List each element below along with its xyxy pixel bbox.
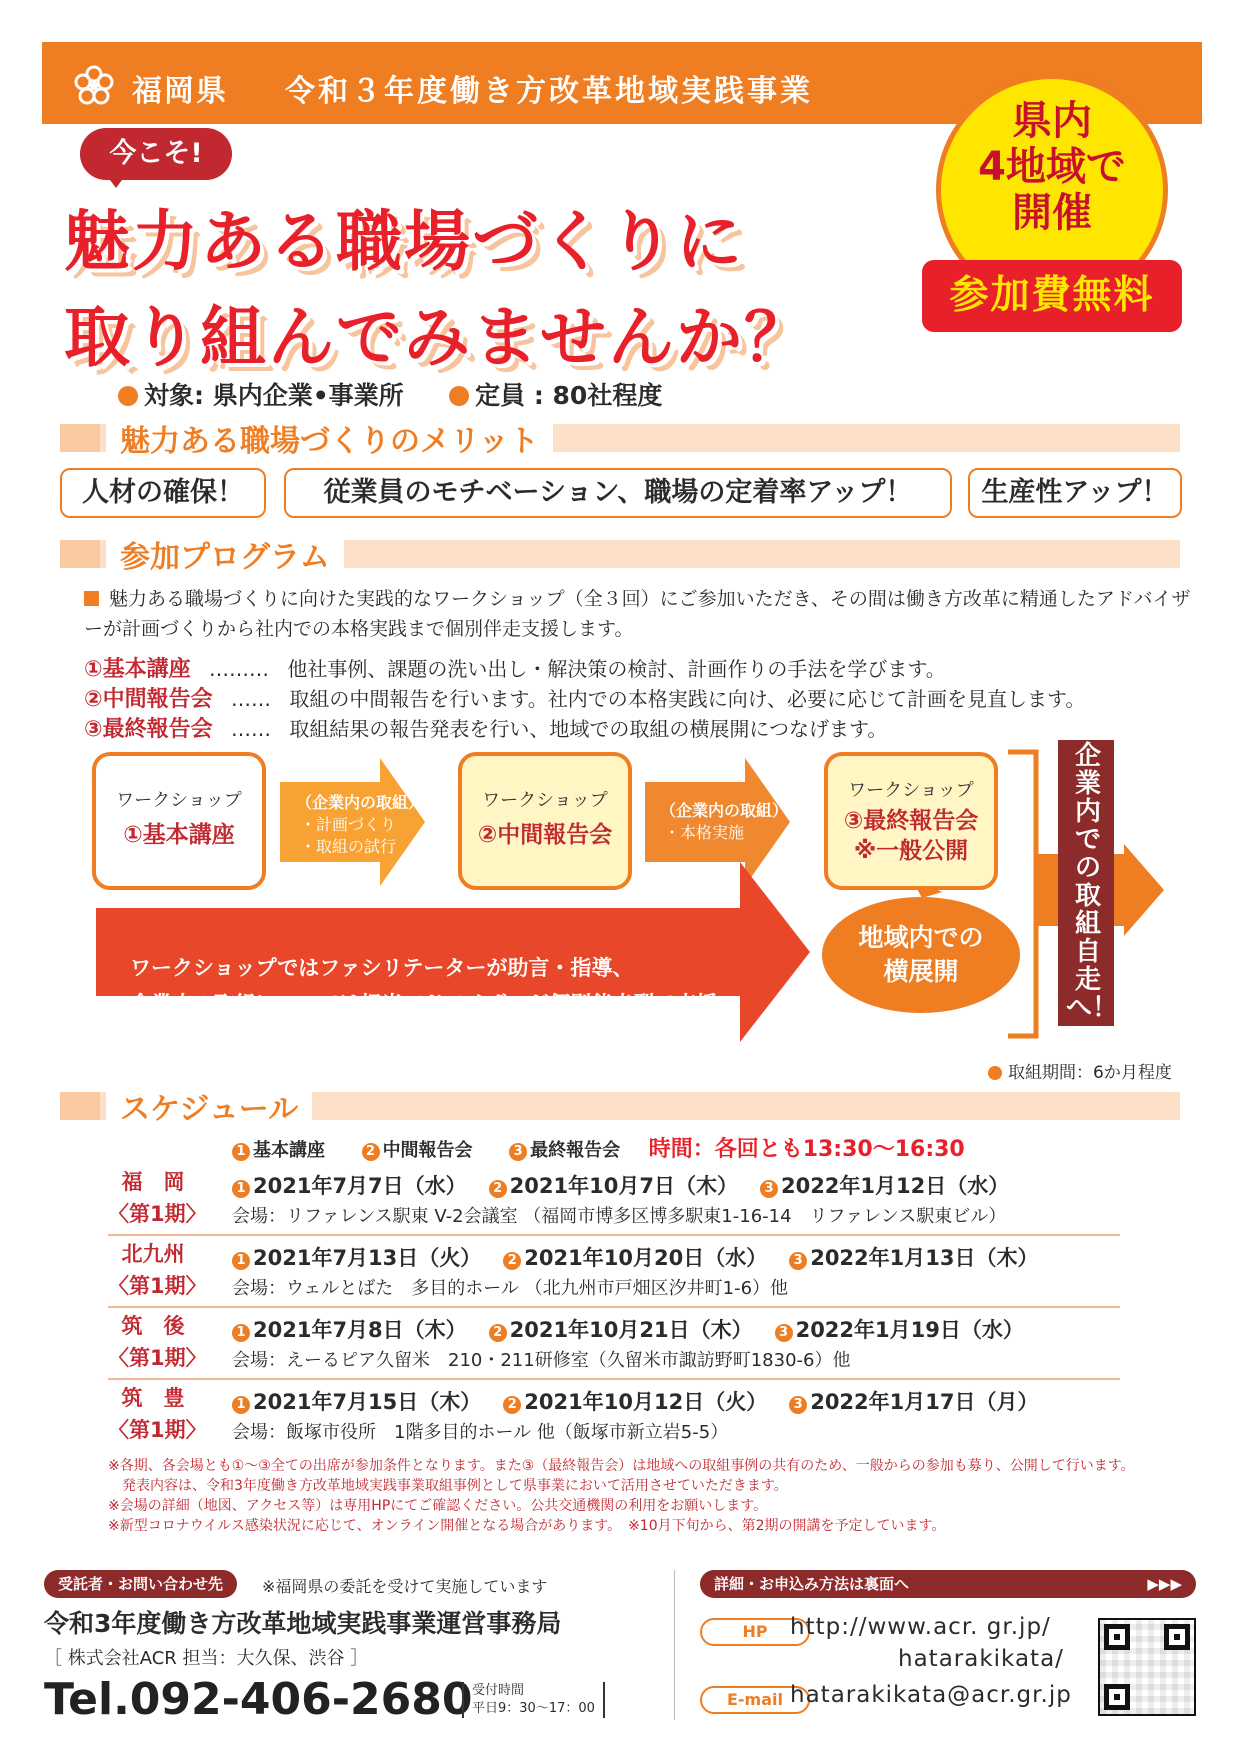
oval-line: 地域内での	[858, 923, 984, 952]
headline-line-2: 取り組んでみませんか？	[64, 299, 812, 376]
note-line: ※新型コロナウイルス感染状況に応じて、オンライン開催となる場合があります。 ※10月下旬から、第2期の開講を予定しています。	[108, 1518, 946, 1534]
arrow-title: （企業内の取組）	[660, 801, 789, 820]
badge-line: 4地域で	[978, 144, 1126, 190]
flow-arrow-2-text	[660, 800, 788, 844]
target-audience: 対象: 県内企業•事業所	[144, 381, 404, 410]
period-text: 取組期間：6か月程度	[1008, 1063, 1172, 1083]
region-name	[108, 1310, 207, 1374]
number-1-icon: 1	[232, 1180, 250, 1198]
number-1-icon: 1	[232, 1396, 250, 1414]
schedule-time: 時間：各回とも13:30〜16:30	[648, 1137, 965, 1162]
region-venue: 会場：リファレンス駅東 V-2会議室 （福岡市博多区博多駅東1-16-14 リファレンス駅東ビル）	[232, 1206, 1007, 1227]
note-line: 発表内容は、令和3年度働き方改革地域実践事業取組事例として県事業において活用させていただきます。	[108, 1478, 788, 1494]
firm-name: ［ 株式会社ACR 担当：大久保、渋谷 ］	[44, 1648, 369, 1669]
date: 2022年1月12日（水）	[780, 1174, 1010, 1198]
merits-section-title: 魅力ある職場づくりのメリット	[106, 416, 553, 460]
program-item-dots: ……	[231, 687, 271, 711]
details-text: 詳細・お申込み方法は裏面へ	[714, 1575, 910, 1593]
support-description	[130, 950, 717, 1022]
badge-line: 県内	[1012, 98, 1092, 144]
date: 2021年7月7日（水）	[253, 1174, 467, 1198]
legend-label: 基本講座	[253, 1140, 325, 1161]
bracket	[1008, 752, 1036, 1036]
workshop-title: ③最終報告会	[843, 808, 979, 834]
target-info	[118, 376, 662, 412]
date: 2021年10月21日（木）	[509, 1318, 753, 1342]
region-dates	[232, 1242, 1039, 1272]
support-line: ワークショップではファシリテーターが助言・指導、	[130, 956, 634, 980]
office-name: 令和3年度働き方改革地域実践事業運営事務局	[44, 1609, 562, 1638]
program-item-name: ①基本講座	[84, 657, 191, 682]
legend-label: 中間報告会	[382, 1140, 473, 1161]
number-2-icon: 2	[503, 1252, 521, 1270]
now-bubble: 今こそ!	[80, 128, 232, 180]
number-3-icon: 3	[789, 1396, 807, 1414]
number-2-icon: 2	[489, 1324, 507, 1342]
project-name: 令和３年度働き方改革地域実践事業	[285, 74, 813, 109]
region-term: 〈第1期〉	[108, 1202, 207, 1226]
date: 2022年1月13日（木）	[810, 1246, 1039, 1270]
workshop-3-box	[824, 752, 998, 890]
badge-line: 開催	[1012, 190, 1092, 236]
number-3-icon: 3	[775, 1324, 793, 1342]
schedule-legend	[232, 1132, 965, 1163]
region-name	[108, 1382, 207, 1446]
number-3-icon: 3	[789, 1252, 807, 1270]
fukuoka-prefecture-logo-icon	[72, 64, 116, 108]
commission-note: ※福岡県の委託を受けて実施しています	[262, 1577, 548, 1596]
bullet-dot-icon	[449, 386, 469, 406]
qr-code-icon[interactable]	[1098, 1618, 1196, 1716]
program-item-desc: 他社事例、課題の洗い出し・解決策の検討、計画作りの手法を学びます。	[287, 657, 946, 681]
region-label: 筑 豊	[121, 1386, 185, 1410]
merit-item: 人材の確保！	[60, 468, 266, 518]
region-dates	[232, 1314, 1024, 1344]
details-tag	[700, 1570, 1196, 1598]
number-3-icon: 3	[509, 1143, 527, 1161]
region-label: 北九州	[121, 1242, 185, 1266]
square-bullet-icon	[84, 591, 99, 606]
workshop-title: ②中間報告会	[477, 822, 613, 848]
number-2-icon: 2	[503, 1396, 521, 1414]
workshop-label: ワークショップ	[116, 790, 242, 811]
schedule-section-title: スケジュール	[106, 1084, 312, 1128]
note-line: ※各期、各会場とも①〜③全ての出席が参加条件となります。また③（最終報告会）は地域への取組事例の共有のため、一般からの参加も募り、公開して行います。	[108, 1458, 1135, 1474]
regional-expansion-oval	[822, 897, 1020, 1013]
prefecture-name: 福岡県	[132, 74, 228, 109]
region-label: 筑 後	[121, 1314, 185, 1338]
region-term: 〈第1期〉	[108, 1418, 207, 1442]
program-item-desc: 取組の中間報告を行います。社内での本格実践に向け、必要に応じて計画を見直します。	[289, 687, 1086, 711]
merit-item: 生産性アップ！	[968, 468, 1182, 518]
program-item-dots: ………	[209, 657, 269, 681]
hp-label: HP	[700, 1618, 810, 1646]
date: 2021年10月12日（火）	[524, 1390, 768, 1414]
period-note	[988, 1058, 1172, 1083]
hours-value: 平日9：30〜17：00	[472, 1701, 595, 1716]
footer-divider	[674, 1570, 675, 1720]
date: 2021年7月15日（木）	[253, 1390, 482, 1414]
program-item-dots: ……	[231, 717, 271, 741]
number-1-icon: 1	[232, 1324, 250, 1342]
arrow-item: ・計画づくり	[300, 815, 397, 834]
workshop-label: ワークショップ	[482, 790, 608, 811]
date: 2021年10月20日（水）	[524, 1246, 768, 1270]
program-intro-text: 魅力ある職場づくりに向けた実践的なワークショップ（全３回）にご参加いただき、その間は働き方改革に精通したアドバイザーが計画づくりから社内での本格実践まで個別伴走支援します。	[84, 588, 1191, 640]
date: 2021年10月7日（木）	[509, 1174, 738, 1198]
number-1-icon: 1	[232, 1143, 250, 1161]
hp-url-line-2[interactable]: hatarakikata/	[898, 1646, 1064, 1672]
flow-arrow-1-text	[296, 792, 424, 858]
triple-arrow-icon: ▶▶▶	[1147, 1575, 1182, 1593]
date: 2021年7月8日（木）	[253, 1318, 467, 1342]
number-2-icon: 2	[489, 1180, 507, 1198]
region-venue: 会場：えーるピア久留米 210・211研修室（久留米市諏訪野町1830-6）他	[232, 1350, 851, 1371]
schedule-divider	[108, 1234, 1120, 1236]
hours-label: 受付時間	[472, 1683, 525, 1698]
free-participation-badge: 参加費無料	[922, 260, 1182, 332]
region-venue: 会場：ウェルとばた 多目的ホール （北九州市戸畑区汐井町1-6）他	[232, 1278, 789, 1299]
workshop-title: ①基本講座	[123, 822, 235, 848]
arrow-title: （企業内の取組）	[296, 793, 425, 812]
program-section-title: 参加プログラム	[106, 532, 344, 576]
region-label: 福 岡	[121, 1170, 185, 1194]
workshop-1-box	[92, 752, 266, 890]
hp-url-line-1[interactable]: http://www.acr. gr.jp/	[790, 1614, 1051, 1640]
bubble-tail	[104, 172, 128, 188]
date: 2022年1月17日（月）	[810, 1390, 1039, 1414]
program-item-name: ③最終報告会	[84, 717, 213, 742]
program-intro	[84, 584, 1204, 644]
bullet-dot-icon	[988, 1066, 1002, 1080]
date: 2022年1月19日（水）	[795, 1318, 1024, 1342]
region-badge-text	[936, 98, 1168, 236]
legend-label: 最終報告会	[530, 1140, 621, 1161]
headline-line-1: 魅力ある職場づくりに	[64, 203, 744, 280]
email-address[interactable]: hatarakikata@acr.gr.jp	[790, 1682, 1072, 1708]
program-item-name: ②中間報告会	[84, 687, 213, 712]
date: 2021年7月13日（火）	[253, 1246, 482, 1270]
region-name	[108, 1166, 207, 1230]
region-term: 〈第1期〉	[108, 1274, 207, 1298]
merit-item: 従業員のモチベーション、職場の定着率アップ！	[284, 468, 952, 518]
region-term: 〈第1期〉	[108, 1346, 207, 1370]
workshop-label: ワークショップ	[848, 780, 974, 801]
arrow-item: ・取組の試行	[300, 837, 397, 856]
reception-hours	[462, 1682, 605, 1718]
support-line: 企業内の取組については担当アドバイザーが個別伴走型で支援	[130, 992, 718, 1016]
program-item	[84, 712, 887, 743]
workshop-2-box	[458, 752, 632, 890]
schedule-divider	[108, 1306, 1120, 1308]
workshop-public-note: ※一般公開	[853, 838, 969, 864]
region-dates	[232, 1170, 1009, 1200]
oval-line: 横展開	[883, 957, 959, 986]
program-item-desc: 取組結果の報告発表を行い、地域での取組の横展開につなげます。	[289, 717, 888, 741]
note-line: ※会場の詳細（地図、アクセス等）は専用HPにてご確認ください。公共交通機関の利用をお願いします。	[108, 1498, 768, 1514]
email-label: E-mail	[700, 1686, 810, 1714]
arrow-item: ・本格実施	[664, 823, 745, 842]
contact-tag: 受託者・お問い合わせ先	[44, 1570, 237, 1598]
schedule-notes	[108, 1456, 1228, 1536]
program-item	[84, 682, 1085, 713]
region-dates	[232, 1386, 1039, 1416]
schedule-divider	[108, 1378, 1120, 1380]
number-2-icon: 2	[362, 1143, 380, 1161]
number-3-icon: 3	[760, 1180, 778, 1198]
region-venue: 会場：飯塚市役所 1階多目的ホール 他（飯塚市新立岩5-5）	[232, 1422, 729, 1443]
bullet-dot-icon	[118, 386, 138, 406]
region-name	[108, 1238, 207, 1302]
target-capacity: 定員 : 80社程度	[475, 381, 663, 410]
program-item	[84, 652, 946, 683]
number-1-icon: 1	[232, 1252, 250, 1270]
phone-number[interactable]: Tel.092-406-2680	[44, 1674, 473, 1725]
self-run-text: 企業内での取組自走へ！	[1066, 741, 1119, 1023]
